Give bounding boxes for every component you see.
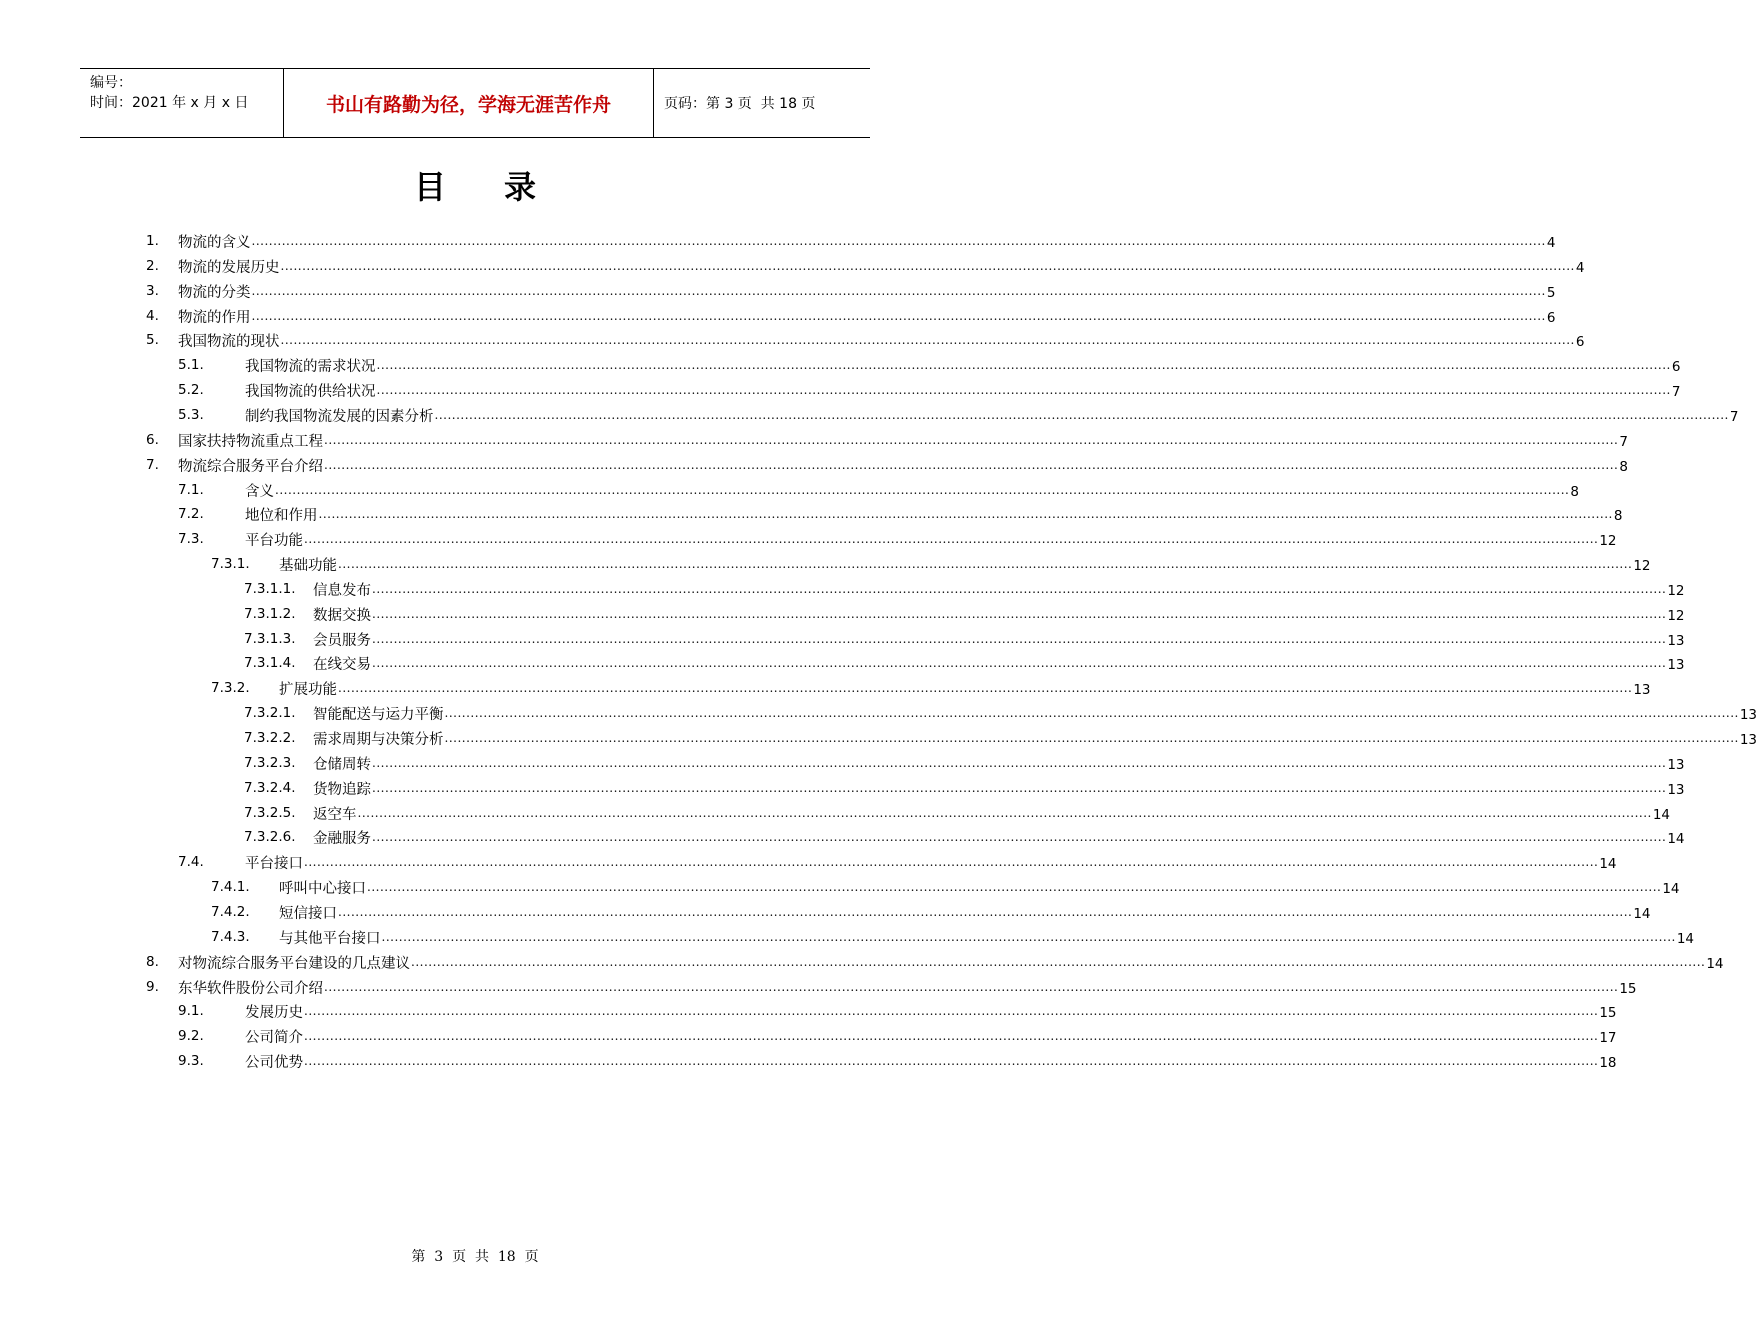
toc-entry-label: 对物流综合服务平台建设的几点建议 [178, 955, 410, 972]
toc-entry[interactable] [146, 303, 1556, 327]
toc-entry[interactable] [211, 924, 1695, 948]
toc-leader-dots: ............................................................................................................................................................................................................................................................................................................ [372, 656, 1667, 671]
header-page-info: 页码：第 3 页 共 18 页 [664, 96, 816, 112]
toc-entry-page: 12 [1599, 533, 1617, 550]
toc-leader-dots: ............................................................................................................................................................................................................................................................................................................ [376, 383, 1671, 398]
toc-entry[interactable] [178, 998, 1617, 1022]
toc-entry-number: 1. [146, 233, 159, 249]
toc-entry-label: 信息发布 [313, 582, 371, 599]
toc-entry-label: 我国物流的现状 [178, 334, 280, 351]
toc-entry-page: 7 [1619, 433, 1628, 450]
toc-entry-number: 7.3.2.2. [244, 730, 296, 746]
toc-entry-number: 8. [146, 953, 159, 970]
toc-entry-number: 5.1. [178, 357, 204, 374]
toc-leader-dots: ............................................................................................................................................................................................................................................................................................................ [304, 855, 1599, 870]
toc-entry-number: 7.3.1.3. [244, 630, 296, 647]
toc-entry-number: 9.2. [178, 1028, 204, 1045]
toc-entry-label: 平台功能 [245, 533, 303, 550]
toc-leader-dots: ............................................................................................................................................................................................................................................................................................................ [324, 457, 1619, 472]
toc-entry-page: 6 [1575, 334, 1585, 351]
toc-entry[interactable] [211, 899, 1651, 923]
toc-entry[interactable] [211, 551, 1651, 575]
toc-entry-number: 7.3.2.5. [244, 804, 296, 821]
toc-entry[interactable] [244, 650, 1685, 674]
toc-entry-label: 发展历史 [245, 1005, 303, 1022]
toc-leader-dots: ............................................................................................................................................................................................................................................................................................................ [381, 929, 1676, 944]
header-meta [80, 69, 283, 137]
header-date: 时间：2021 年 x 月 x 日 [90, 95, 249, 111]
toc-entry[interactable] [244, 601, 1685, 625]
toc-entry-page: 6 [1671, 359, 1681, 376]
toc-entry-page: 14 [1652, 806, 1671, 823]
toc-entry-number: 2. [146, 257, 159, 274]
toc-entry[interactable] [244, 576, 1685, 600]
toc-entry[interactable] [146, 253, 1585, 277]
toc-entry[interactable] [178, 501, 1623, 525]
toc-entry-label: 公司优势 [245, 1055, 303, 1072]
toc-leader-dots: ............................................................................................................................................................................................................................................................................................................ [280, 258, 1575, 273]
toc-entry-page: 8 [1570, 483, 1579, 500]
toc-entry[interactable] [244, 700, 1757, 724]
toc-entry-label: 地位和作用 [245, 508, 318, 525]
toc-entry-page: 14 [1706, 955, 1724, 972]
toc-entry[interactable] [178, 526, 1617, 550]
toc-entry-label: 物流的分类 [178, 284, 251, 301]
toc-entry-number: 5.3. [178, 406, 204, 423]
toc-leader-dots: ............................................................................................................................................................................................................................................................................................................ [367, 880, 1662, 895]
toc-entry-page: 13 [1739, 707, 1757, 724]
toc-entry-label: 短信接口 [279, 905, 337, 922]
toc-entry-label: 会员服务 [313, 632, 371, 649]
toc-entry[interactable] [244, 824, 1685, 848]
toc-entry-label: 我国物流的需求状况 [245, 359, 376, 376]
toc-entry-number: 9. [146, 978, 159, 995]
toc-entry-label: 制约我国物流发展的因素分析 [245, 408, 434, 425]
toc-entry-label: 物流的作用 [178, 309, 251, 326]
toc-entry-number: 7.2. [178, 506, 204, 523]
toc-leader-dots: ............................................................................................................................................................................................................................................................................................................ [251, 283, 1546, 298]
toc-entry-number: 9.1. [178, 1003, 204, 1020]
toc-leader-dots: ............................................................................................................................................................................................................................................................................................................ [275, 482, 1570, 497]
toc-leader-dots: ............................................................................................................................................................................................................................................................................................................ [304, 1029, 1599, 1044]
toc-entry-page: 15 [1599, 1005, 1617, 1022]
toc-leader-dots: ............................................................................................................................................................................................................................................................................................................ [444, 706, 1739, 721]
toc-entry-number: 4. [146, 307, 159, 324]
toc-leader-dots: ............................................................................................................................................................................................................................................................................................................ [251, 234, 1546, 248]
toc-leader-dots: ............................................................................................................................................................................................................................................................................................................ [304, 1004, 1599, 1019]
toc-entry-label: 需求周期与决策分析 [313, 732, 444, 748]
title-char-1: 目 [413, 168, 446, 206]
toc-entry-page: 14 [1662, 881, 1680, 898]
toc-leader-dots: ............................................................................................................................................................................................................................................................................................................ [251, 308, 1546, 323]
toc-entry-page: 14 [1676, 930, 1695, 947]
toc-entry-number: 7.3.2. [211, 680, 250, 697]
toc-entry[interactable] [178, 477, 1579, 501]
toc-entry-number: 7.3.2.3. [244, 754, 296, 771]
toc-entry-number: 7.3.2.4. [244, 779, 296, 796]
toc-entry[interactable] [211, 675, 1651, 699]
toc-entry-number: 7.3.1.2. [244, 605, 296, 622]
toc-entry-label: 含义 [245, 483, 274, 500]
toc-entry-label: 返空车 [313, 806, 357, 823]
toc-entry-number: 7.3.1. [211, 556, 250, 573]
toc-leader-dots: ............................................................................................................................................................................................................................................................................................................ [372, 755, 1667, 770]
toc-entry-label: 货物追踪 [313, 781, 371, 798]
toc-leader-dots: ............................................................................................................................................................................................................................................................................................................ [304, 532, 1599, 547]
toc-entry-label: 在线交易 [313, 657, 371, 674]
toc-entry-page: 13 [1667, 632, 1685, 649]
toc-entry[interactable] [244, 775, 1685, 799]
toc-entry[interactable] [244, 800, 1671, 824]
toc-leader-dots: ............................................................................................................................................................................................................................................................................................................ [338, 904, 1633, 919]
toc-entry-number: 7.3.2.6. [244, 829, 296, 846]
toc-entry-page: 6 [1546, 309, 1556, 326]
toc-entry-page: 8 [1619, 458, 1628, 475]
toc-entry-page: 15 [1619, 980, 1637, 997]
page-header [80, 68, 870, 138]
toc-entry-page: 18 [1599, 1055, 1617, 1072]
toc-entry-page: 13 [1667, 657, 1685, 674]
toc-entry-page: 13 [1633, 682, 1651, 699]
toc-entry[interactable] [146, 452, 1628, 476]
toc-entry-number: 7.4. [178, 854, 204, 871]
toc-entry-page: 12 [1667, 607, 1685, 624]
toc-leader-dots: ............................................................................................................................................................................................................................................................................................................ [324, 979, 1619, 994]
toc-entry-number: 6. [146, 431, 159, 448]
toc-entry[interactable] [244, 750, 1685, 774]
toc-leader-dots: ............................................................................................................................................................................................................................................................................................................ [372, 830, 1667, 845]
toc-entry-page: 14 [1667, 831, 1685, 848]
toc-entry[interactable] [146, 278, 1556, 302]
toc-entry-label: 国家扶持物流重点工程 [178, 433, 323, 450]
toc-leader-dots: ............................................................................................................................................................................................................................................................................................................ [372, 581, 1667, 596]
toc-entry-label: 基础功能 [279, 558, 337, 575]
toc-entry-page: 5 [1546, 284, 1556, 301]
toc-leader-dots: ............................................................................................................................................................................................................................................................................................................ [411, 954, 1706, 969]
toc-entry-number: 7. [146, 456, 159, 473]
toc-entry-number: 7.3.1.1. [244, 580, 296, 597]
toc-entry-number: 7.3.1.4. [244, 655, 296, 672]
toc-leader-dots: ............................................................................................................................................................................................................................................................................................................ [338, 681, 1633, 696]
toc-entry[interactable] [244, 626, 1685, 650]
toc-entry-label: 数据交换 [313, 607, 371, 624]
toc-leader-dots: ............................................................................................................................................................................................................................................................................................................ [372, 780, 1667, 795]
toc-entry[interactable] [178, 402, 1739, 426]
toc-entry-number: 3. [146, 282, 159, 299]
toc-entry-number: 7.4.1. [211, 879, 250, 896]
toc-entry-page: 4 [1575, 259, 1585, 276]
toc-entry[interactable] [178, 849, 1617, 873]
toc-leader-dots: ............................................................................................................................................................................................................................................................................................................ [357, 805, 1652, 820]
toc-leader-dots: ............................................................................................................................................................................................................................................................................................................ [304, 1054, 1599, 1069]
toc-entry-number: 5. [146, 332, 159, 349]
toc-entry-label: 物流的发展历史 [178, 259, 280, 276]
toc-entry-page: 8 [1613, 508, 1623, 525]
toc-entry-number: 5.2. [178, 382, 204, 399]
toc-entry-page: 14 [1633, 905, 1651, 922]
toc-entry-page: 13 [1667, 781, 1685, 798]
toc-entry-page: 4 [1546, 235, 1556, 251]
toc-entry[interactable] [211, 874, 1680, 898]
toc-entry-label: 扩展功能 [279, 682, 337, 699]
toc-entry[interactable] [178, 377, 1681, 401]
toc-entry-label: 平台接口 [245, 856, 303, 873]
toc-entry-page: 7 [1671, 384, 1681, 401]
header-motto: 书山有路勤为径，学海无涯苦作舟 [283, 69, 654, 137]
toc-entry-page: 12 [1633, 558, 1651, 575]
title-char-2: 录 [504, 168, 537, 206]
toc-entry-number: 7.1. [178, 481, 204, 498]
toc-entry[interactable] [178, 1023, 1617, 1047]
toc-leader-dots: ............................................................................................................................................................................................................................................................................................................ [324, 432, 1619, 447]
toc-entry-number: 7.3.2.1. [244, 705, 296, 722]
toc-entry-label: 物流的含义 [178, 235, 251, 251]
toc-leader-dots: ............................................................................................................................................................................................................................................................................................................ [444, 731, 1739, 745]
toc-entry-label: 东华软件股份公司介绍 [178, 980, 323, 997]
toc-entry[interactable] [146, 427, 1628, 451]
toc-entry-label: 物流综合服务平台介绍 [178, 458, 323, 475]
toc-entry-page: 12 [1667, 582, 1685, 599]
toc-entry-label: 仓储周转 [313, 756, 371, 773]
toc-leader-dots: ............................................................................................................................................................................................................................................................................................................ [434, 407, 1729, 422]
toc-entry-page: 13 [1739, 732, 1757, 748]
toc-leader-dots: ............................................................................................................................................................................................................................................................................................................ [338, 557, 1633, 572]
toc-entry[interactable] [244, 725, 1757, 749]
toc-entry-number: 7.4.2. [211, 903, 250, 920]
toc-leader-dots: ............................................................................................................................................................................................................................................................................................................ [372, 631, 1667, 646]
toc-leader-dots: ............................................................................................................................................................................................................................................................................................................ [318, 507, 1613, 522]
page-footer: 第 3 页 共 18 页 [411, 1249, 539, 1265]
toc-entry-label: 公司简介 [245, 1030, 303, 1047]
toc-entry-page: 7 [1729, 408, 1739, 425]
toc-leader-dots: ............................................................................................................................................................................................................................................................................................................ [280, 333, 1575, 348]
toc-leader-dots: ............................................................................................................................................................................................................................................................................................................ [376, 358, 1671, 373]
toc-entry-number: 9.3. [178, 1053, 204, 1070]
toc-entry-label: 我国物流的供给状况 [245, 384, 376, 401]
toc-entry[interactable] [146, 327, 1585, 351]
toc-entry-page: 13 [1667, 756, 1685, 773]
page-title [0, 162, 950, 208]
toc-entry[interactable] [146, 949, 1724, 973]
toc-entry-number: 7.4.3. [211, 928, 250, 945]
toc-entry[interactable] [178, 352, 1681, 376]
toc-entry-page: 14 [1599, 856, 1617, 873]
toc-entry[interactable] [146, 974, 1637, 998]
toc-leader-dots: ............................................................................................................................................................................................................................................................................................................ [372, 606, 1667, 621]
toc-entry-page: 17 [1599, 1030, 1617, 1047]
header-number: 编号： [90, 75, 132, 91]
toc-entry-label: 与其他平台接口 [279, 930, 381, 947]
toc-entry-number: 7.3. [178, 531, 204, 548]
toc-entry-label: 金融服务 [313, 831, 371, 848]
toc-entry-label: 呼叫中心接口 [279, 881, 366, 898]
toc-entry[interactable] [146, 228, 1556, 252]
toc-entry-label: 智能配送与运力平衡 [313, 707, 444, 724]
toc-entry[interactable] [178, 1048, 1617, 1072]
